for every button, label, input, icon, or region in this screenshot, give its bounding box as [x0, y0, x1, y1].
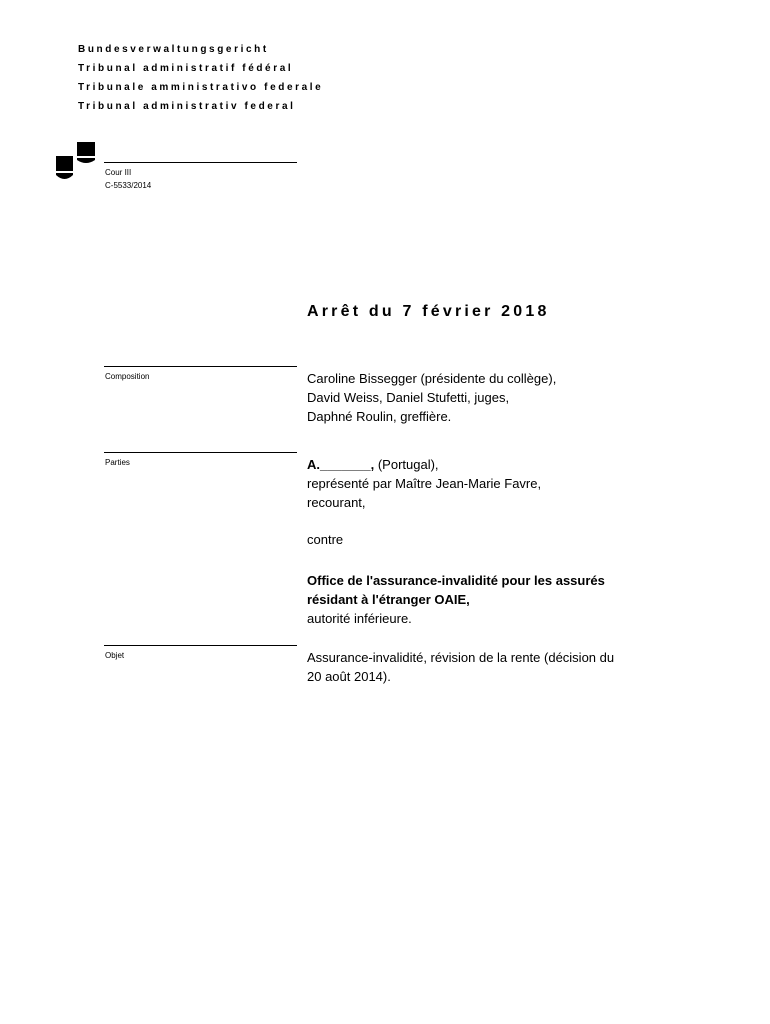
page-title: Arrêt du 7 février 2018: [307, 303, 550, 320]
court-name-it: Tribunale amministrativo federale: [78, 82, 324, 93]
object-rule: [104, 645, 297, 646]
composition-rule: [104, 366, 297, 367]
appellant-role: recourant,: [307, 495, 366, 510]
court-division: Cour III: [105, 168, 132, 177]
object-line: Assurance-invalidité, révision de la rente (décision du: [307, 650, 615, 665]
object-text: [307, 648, 614, 686]
parties-text: [307, 455, 541, 512]
respondent-text: [307, 571, 605, 628]
respondent-name-line: résidant à l'étranger OAIE,: [307, 592, 470, 607]
court-name-fr: Tribunal administratif fédéral: [78, 63, 294, 74]
appellant-line: [307, 455, 541, 474]
object-label: Objet: [105, 651, 125, 660]
composition-line: Caroline Bissegger (présidente du collège),: [307, 371, 557, 386]
composition-label: Composition: [105, 372, 150, 381]
composition-line: David Weiss, Daniel Stufetti, juges,: [307, 390, 510, 405]
header-rule: [104, 162, 297, 163]
versus: contre: [307, 532, 344, 547]
court-name-de: Bundesverwaltungsgericht: [78, 44, 269, 55]
composition-line: Daphné Roulin, greffière.: [307, 409, 452, 424]
appellant-representative: représenté par Maître Jean-Marie Favre,: [307, 476, 542, 491]
appellant-country: (Portugal),: [374, 457, 439, 472]
case-number: C-5533/2014: [105, 181, 152, 190]
court-logo-icon: [56, 142, 96, 186]
court-names: [78, 40, 323, 116]
parties-label: Parties: [105, 458, 130, 467]
appellant-name: A._______,: [307, 457, 375, 472]
composition-text: [307, 369, 556, 426]
parties-rule: [104, 452, 297, 453]
object-line: 20 août 2014).: [307, 669, 391, 684]
court-name-rm: Tribunal administrativ federal: [78, 101, 296, 112]
respondent-role: autorité inférieure.: [307, 611, 412, 626]
respondent-name-line: Office de l'assurance-invalidité pour les assurés: [307, 573, 605, 588]
